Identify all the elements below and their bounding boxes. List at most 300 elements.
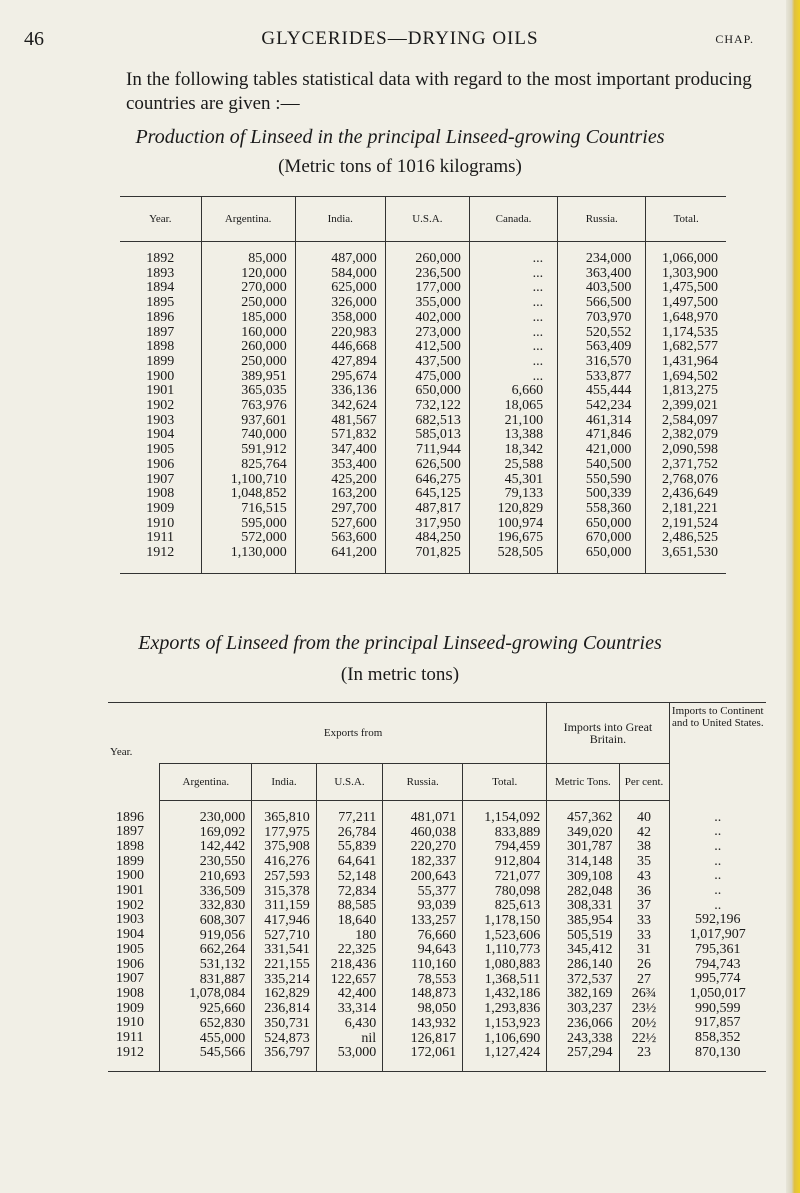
cell: 77,211 xyxy=(338,810,377,825)
cell: 608,307 xyxy=(199,912,246,928)
cell: 365,035 xyxy=(241,383,287,399)
cell: 711,944 xyxy=(415,442,461,458)
cell: 356,797 xyxy=(264,1045,310,1061)
cell: 335,214 xyxy=(264,971,310,987)
cell: ... xyxy=(532,339,544,355)
cell: 1905 xyxy=(146,442,175,458)
cell: 1896 xyxy=(146,309,175,325)
cell: 1902 xyxy=(116,897,144,913)
cell: 33 xyxy=(637,927,652,943)
cell: 182,337 xyxy=(410,854,457,870)
cell: 917,857 xyxy=(695,1015,741,1031)
col-total: Total. xyxy=(463,764,547,801)
cell: 425,200 xyxy=(331,471,377,487)
exports-table xyxy=(108,702,766,1072)
production-subtitle: (Metric tons of 1016 kilograms) xyxy=(278,156,522,177)
imports-gb-percent xyxy=(619,801,669,1072)
cell: 200,643 xyxy=(410,868,457,884)
cell: 43 xyxy=(637,868,652,884)
cell: 345,412 xyxy=(567,942,613,958)
exports-usa xyxy=(316,801,382,1072)
cell: 1909 xyxy=(116,1000,144,1016)
cell: 3,651,530 xyxy=(662,545,718,561)
cell: 1911 xyxy=(146,530,175,546)
cell: 1,303,900 xyxy=(662,265,718,281)
cell: 363,400 xyxy=(585,265,632,281)
cell: 1907 xyxy=(116,971,144,987)
cell: 1,100,710 xyxy=(230,471,287,487)
cell: 1,432,186 xyxy=(484,986,541,1002)
production-years xyxy=(120,242,201,574)
col-india: India. xyxy=(295,197,385,242)
cell: ... xyxy=(532,265,544,281)
cell: 1908 xyxy=(146,486,175,502)
production-russia xyxy=(558,242,646,574)
exports-from-header: Exports from xyxy=(323,727,383,739)
cell: 740,000 xyxy=(241,427,287,443)
cell: 481,071 xyxy=(410,810,457,825)
page-edge xyxy=(786,0,800,1193)
cell: 218,436 xyxy=(330,957,377,973)
page-number: 46 xyxy=(24,28,44,50)
production-total xyxy=(646,242,726,574)
cell: 55,377 xyxy=(417,883,457,899)
cell: 1900 xyxy=(146,368,175,384)
cell: 52,148 xyxy=(337,868,377,884)
cell: 645,125 xyxy=(415,486,461,502)
cell: 937,601 xyxy=(241,412,287,428)
cell: 347,400 xyxy=(331,442,377,458)
cell: .. xyxy=(714,809,722,825)
cell: 85,000 xyxy=(248,251,287,266)
cell: 412,500 xyxy=(415,339,461,355)
cell: 1910 xyxy=(116,1015,144,1031)
cell: 721,077 xyxy=(494,868,541,884)
cell: 625,000 xyxy=(331,280,377,296)
cell: 2,436,649 xyxy=(662,486,718,502)
cell: 260,000 xyxy=(241,339,287,355)
cell: 185,000 xyxy=(241,309,287,325)
cell: ... xyxy=(532,368,544,384)
cell: 42,400 xyxy=(337,986,377,1002)
col-russia: Russia. xyxy=(383,764,463,801)
cell: 1,293,836 xyxy=(484,1001,541,1017)
cell: 471,846 xyxy=(585,427,632,443)
cell: 1,694,502 xyxy=(662,368,718,384)
cell: ... xyxy=(532,309,544,325)
cell: 416,276 xyxy=(264,854,310,870)
cell: 236,066 xyxy=(567,1015,613,1031)
cell: 566,500 xyxy=(585,295,632,311)
col-metric-tons: Metric Tons. xyxy=(547,764,619,801)
cell: 1,017,907 xyxy=(689,927,746,943)
cell: ... xyxy=(532,353,544,369)
cell: 210,693 xyxy=(199,868,246,884)
cell: 236,500 xyxy=(415,265,461,281)
cell: 33 xyxy=(637,912,652,928)
cell: 1901 xyxy=(116,883,144,899)
cell: 40 xyxy=(637,810,652,825)
cell: 1903 xyxy=(146,412,175,428)
cell: 1,431,964 xyxy=(662,353,718,369)
cell: 527,710 xyxy=(264,927,310,943)
cell: 2,181,221 xyxy=(662,500,718,516)
cell: 650,000 xyxy=(585,545,632,561)
cell: 64,641 xyxy=(337,854,377,870)
cell: 303,237 xyxy=(567,1001,613,1017)
cell: 545,566 xyxy=(199,1045,246,1061)
exports-total xyxy=(463,801,547,1072)
cell: 641,200 xyxy=(331,545,377,561)
cell: 122,657 xyxy=(330,971,377,987)
cell: 309,108 xyxy=(567,868,613,884)
col-argentina: Argentina. xyxy=(160,764,252,801)
cell: 23 xyxy=(637,1045,652,1061)
cell: 446,668 xyxy=(331,339,377,355)
cell: 1,178,150 xyxy=(484,912,541,928)
cell: 780,098 xyxy=(494,883,541,899)
cell: 100,974 xyxy=(497,515,544,531)
cell: 6,430 xyxy=(344,1015,377,1031)
cell: 825,764 xyxy=(241,456,287,472)
col-year: Year. xyxy=(110,745,133,758)
cell: 94,643 xyxy=(417,942,457,958)
production-canada xyxy=(469,242,557,574)
cell: 505,519 xyxy=(567,927,613,943)
imports-continent xyxy=(669,801,766,1072)
cell: 6,660 xyxy=(511,383,544,399)
cell: 143,932 xyxy=(410,1015,457,1031)
cell: 53,000 xyxy=(337,1045,377,1061)
cell: 22½ xyxy=(631,1030,657,1046)
cell: 350,731 xyxy=(264,1015,310,1031)
cell: ... xyxy=(532,295,544,311)
cell: 1905 xyxy=(116,941,144,957)
cell: 682,513 xyxy=(415,412,461,428)
cell: 650,000 xyxy=(585,515,632,531)
cell: 1899 xyxy=(146,353,175,369)
cell: 703,970 xyxy=(585,309,632,325)
cell: 2,191,524 xyxy=(662,515,718,531)
cell: 133,257 xyxy=(410,912,457,928)
cell: 234,000 xyxy=(585,251,632,266)
cell: 42 xyxy=(637,824,652,840)
cell: 1901 xyxy=(146,383,175,399)
cell: .. xyxy=(714,883,722,899)
cell: 563,409 xyxy=(585,339,632,355)
cell: .. xyxy=(714,824,722,840)
cell: 650,000 xyxy=(415,383,461,399)
cell: 297,700 xyxy=(331,500,377,516)
cell: 1,154,092 xyxy=(484,810,541,825)
cell: 1898 xyxy=(146,339,175,355)
cell: 701,825 xyxy=(415,545,461,561)
cell: 25,588 xyxy=(504,456,544,472)
cell: 120,829 xyxy=(497,500,544,516)
cell: 1,080,883 xyxy=(484,957,541,973)
cell: 230,000 xyxy=(199,810,246,825)
cell: 98,050 xyxy=(417,1001,457,1017)
cell: 18,065 xyxy=(504,398,544,414)
cell: 38 xyxy=(637,839,652,855)
cell: 1,048,852 xyxy=(230,486,287,502)
cell: 585,013 xyxy=(415,427,461,443)
cell: 646,275 xyxy=(415,471,461,487)
cell: 1912 xyxy=(116,1044,144,1060)
cell: 295,674 xyxy=(331,368,377,384)
cell: 542,234 xyxy=(585,398,632,414)
cell: 45,301 xyxy=(504,471,544,487)
cell: 1895 xyxy=(146,295,175,311)
cell: 550,590 xyxy=(585,471,632,487)
cell: 20½ xyxy=(631,1015,657,1031)
cell: 1898 xyxy=(116,838,144,854)
cell: 1893 xyxy=(146,265,175,281)
cell: 37 xyxy=(637,898,652,914)
cell: 584,000 xyxy=(331,265,377,281)
col-india: India. xyxy=(252,764,317,801)
cell: 26¾ xyxy=(631,986,657,1002)
imports-gb-tons xyxy=(547,801,619,1072)
cell: 500,339 xyxy=(585,486,632,502)
cell: 1,066,000 xyxy=(662,251,718,266)
cell: 250,000 xyxy=(241,353,287,369)
cell: .. xyxy=(714,897,722,913)
production-usa xyxy=(385,242,469,574)
cell: 35 xyxy=(637,854,652,870)
cell: 833,889 xyxy=(494,824,541,840)
cell: .. xyxy=(714,838,722,854)
cell: 455,000 xyxy=(199,1030,246,1046)
col-year: Year. xyxy=(120,197,201,242)
cell: 990,599 xyxy=(695,1000,741,1016)
cell: 2,399,021 xyxy=(662,398,718,414)
cell: 36 xyxy=(637,883,652,899)
cell: 1900 xyxy=(116,868,144,884)
cell: 912,804 xyxy=(494,854,541,870)
cell: 1,648,970 xyxy=(662,309,718,325)
cell: 919,056 xyxy=(199,927,246,943)
cell: 331,541 xyxy=(264,942,310,958)
cell: 460,038 xyxy=(410,824,457,840)
cell: 13,388 xyxy=(504,427,544,443)
cell: 1,106,690 xyxy=(484,1030,541,1046)
cell: 1904 xyxy=(116,927,144,943)
cell: 273,000 xyxy=(415,324,461,340)
col-total: Total. xyxy=(646,197,726,242)
cell: 595,000 xyxy=(241,515,287,531)
cell: 592,196 xyxy=(695,912,741,928)
cell: 236,814 xyxy=(264,1001,310,1017)
cell: 220,983 xyxy=(331,324,377,340)
cell: 78,553 xyxy=(417,971,457,987)
cell: 524,873 xyxy=(264,1030,310,1046)
cell: 270,000 xyxy=(241,280,287,296)
cell: 527,600 xyxy=(331,515,377,531)
cell: 427,894 xyxy=(331,353,377,369)
cell: 1,174,535 xyxy=(662,324,718,340)
cell: 925,660 xyxy=(199,1001,246,1017)
cell: 1897 xyxy=(146,324,175,340)
col-argentina: Argentina. xyxy=(201,197,295,242)
cell: 421,000 xyxy=(585,442,632,458)
cell: 402,000 xyxy=(415,309,461,325)
cell: 626,500 xyxy=(415,456,461,472)
cell: 481,567 xyxy=(331,412,377,428)
cell: 652,830 xyxy=(199,1015,246,1031)
cell: nil xyxy=(361,1030,377,1046)
cell: 21,100 xyxy=(504,412,544,428)
cell: 487,000 xyxy=(331,251,377,266)
cell: 475,000 xyxy=(415,368,461,384)
cell: 230,550 xyxy=(199,854,246,870)
cell: 1904 xyxy=(146,427,175,443)
production-argentina xyxy=(201,242,295,574)
cell: 995,774 xyxy=(695,971,741,987)
cell: 301,787 xyxy=(567,839,613,855)
cell: 314,148 xyxy=(567,854,613,870)
cell: 282,048 xyxy=(567,883,613,899)
cell: 2,486,525 xyxy=(662,530,718,546)
exports-argentina xyxy=(160,801,252,1072)
cell: 316,570 xyxy=(585,353,632,369)
production-india xyxy=(295,242,385,574)
cell: 148,873 xyxy=(410,986,457,1002)
cell: 1,130,000 xyxy=(230,545,287,561)
intro-paragraph: In the following tables statistical data with regard to the most important producing countries are given :— xyxy=(126,69,752,114)
cell: ... xyxy=(532,251,544,266)
cell: 358,000 xyxy=(331,309,377,325)
cell: 1,368,511 xyxy=(484,971,541,987)
cell: 794,743 xyxy=(695,956,741,972)
cell: 520,552 xyxy=(585,324,632,340)
cell: 1902 xyxy=(146,398,175,414)
cell: 22,325 xyxy=(337,942,377,958)
cell: 2,371,752 xyxy=(662,456,718,472)
cell: 18,342 xyxy=(504,442,544,458)
cell: 31 xyxy=(637,942,652,958)
cell: 858,352 xyxy=(695,1030,741,1046)
cell: 382,169 xyxy=(567,986,613,1002)
cell: 332,830 xyxy=(199,898,246,914)
cell: 336,136 xyxy=(331,383,377,399)
cell: 110,160 xyxy=(411,957,457,973)
cell: 403,500 xyxy=(585,280,632,296)
cell: 286,140 xyxy=(567,957,613,973)
cell: 457,362 xyxy=(567,810,613,825)
cell: 163,200 xyxy=(331,486,377,502)
cell: 311,159 xyxy=(264,898,310,914)
cell: 120,000 xyxy=(241,265,287,281)
cell: 1896 xyxy=(116,809,144,825)
cell: 825,613 xyxy=(494,898,541,914)
cell: 1897 xyxy=(116,824,144,840)
cell: 162,829 xyxy=(264,986,310,1002)
cell: 1903 xyxy=(116,912,144,928)
cell: 670,000 xyxy=(585,530,632,546)
cell: 437,500 xyxy=(415,353,461,369)
cell: 18,640 xyxy=(337,912,377,928)
cell: 353,400 xyxy=(331,456,377,472)
cell: 326,000 xyxy=(331,295,377,311)
exports-india xyxy=(252,801,317,1072)
cell: 1,523,606 xyxy=(484,927,541,943)
cell: 389,951 xyxy=(241,368,287,384)
running-title: GLYCERIDES—DRYING OILS xyxy=(261,28,539,49)
cell: 572,000 xyxy=(241,530,287,546)
cell: 72,834 xyxy=(337,883,377,899)
cell: 563,600 xyxy=(331,530,377,546)
cell: 417,946 xyxy=(264,912,310,928)
cell: 26 xyxy=(637,957,652,973)
cell: 1907 xyxy=(146,471,175,487)
cell: 1899 xyxy=(116,853,144,869)
cell: 1912 xyxy=(146,545,175,561)
cell: 870,130 xyxy=(695,1044,741,1060)
cell: 763,976 xyxy=(241,398,287,414)
cell: 2,768,076 xyxy=(662,471,718,487)
cell: 26,784 xyxy=(337,824,377,840)
running-header xyxy=(0,28,800,58)
cell: 1,127,424 xyxy=(484,1045,541,1061)
production-title: Production of Linseed in the principal Linseed-growing Countries xyxy=(135,126,665,148)
cell: 484,250 xyxy=(415,530,461,546)
cell: 172,061 xyxy=(410,1045,457,1061)
cell: 169,092 xyxy=(199,824,246,840)
cell: 308,331 xyxy=(567,898,613,914)
col-usa: U.S.A. xyxy=(385,197,469,242)
cell: 461,314 xyxy=(585,412,632,428)
cell: 257,294 xyxy=(567,1045,613,1061)
col-russia: Russia. xyxy=(558,197,646,242)
cell: 571,832 xyxy=(331,427,377,443)
cell: 2,584,097 xyxy=(662,412,718,428)
cell: 1,153,923 xyxy=(484,1015,541,1031)
cell: 79,133 xyxy=(504,486,544,502)
cell: 250,000 xyxy=(241,295,287,311)
cell: 93,039 xyxy=(417,898,457,914)
cell: 55,839 xyxy=(337,839,377,855)
cell: 1906 xyxy=(146,456,175,472)
cell: 160,000 xyxy=(241,324,287,340)
cell: 349,020 xyxy=(567,824,613,840)
cell: 177,975 xyxy=(264,824,310,840)
cell: 794,459 xyxy=(494,839,541,855)
cell: 142,442 xyxy=(199,839,246,855)
cell: 2,382,079 xyxy=(662,427,718,443)
cell: 662,264 xyxy=(199,942,246,958)
cell: 355,000 xyxy=(415,295,461,311)
cell: 180 xyxy=(355,927,377,943)
cell: .. xyxy=(714,868,722,884)
cell: 1906 xyxy=(116,956,144,972)
cell: 375,908 xyxy=(264,839,310,855)
cell: 336,509 xyxy=(199,883,246,899)
cell: 385,954 xyxy=(567,912,613,928)
cell: 372,537 xyxy=(567,971,613,987)
cell: 1908 xyxy=(116,985,144,1001)
cell: 2,090,598 xyxy=(662,442,718,458)
cell: .. xyxy=(714,853,722,869)
cell: 1911 xyxy=(116,1030,144,1046)
cell: 23½ xyxy=(631,1001,657,1017)
cell: 533,877 xyxy=(585,368,632,384)
col-usa: U.S.A. xyxy=(316,764,382,801)
cell: 1,682,577 xyxy=(662,339,718,355)
cell: 1,050,017 xyxy=(689,985,746,1001)
cell: 221,155 xyxy=(264,957,310,973)
cell: 317,950 xyxy=(415,515,461,531)
